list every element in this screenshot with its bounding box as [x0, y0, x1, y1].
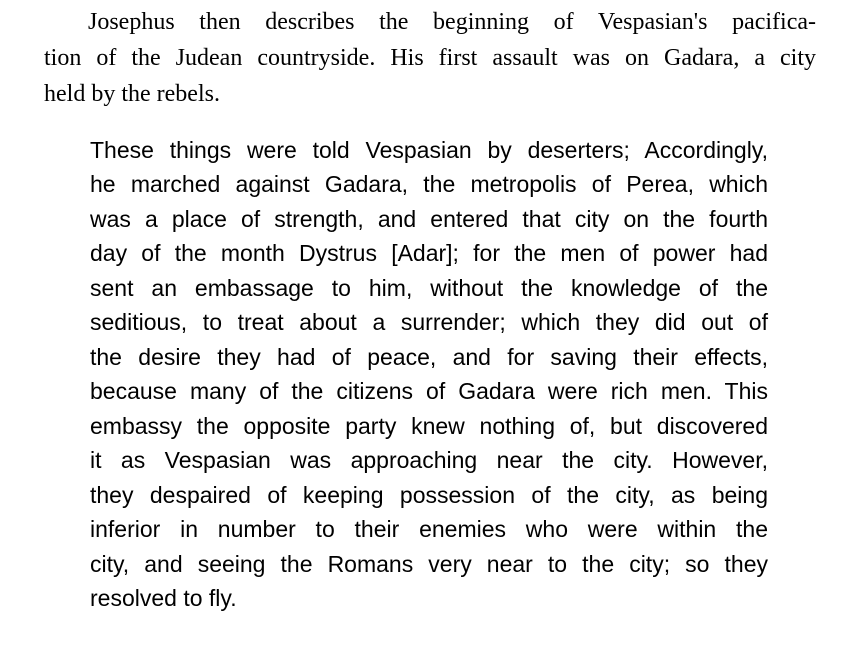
- quote-line: he marched against Gadara, the metropolis of Perea, which: [90, 171, 768, 197]
- quote-line: sent an embassage to him, without the knowledge of the: [90, 275, 768, 301]
- quote-line: they despaired of keeping possession of the city, as being: [90, 482, 768, 508]
- quote-line: resolved to fly.: [90, 585, 237, 611]
- quote-line: day of the month Dystrus [Adar]; for the men of power had: [90, 240, 768, 266]
- intro-line: tion of the Judean countryside. His first assault was on Gadara, a city: [44, 45, 816, 71]
- quote-line: embassy the opposite party knew nothing of, but discovered: [90, 413, 768, 439]
- quote-line: inferior in number to their enemies who were within the: [90, 516, 768, 542]
- intro-line: held by the rebels.: [44, 81, 220, 107]
- intro-line: Josephus then describes the beginning of Vespasian's pacifica-: [88, 9, 816, 35]
- quote-line: was a place of strength, and entered that city on the fourth: [90, 206, 768, 232]
- quote-line: These things were told Vespasian by deserters; Accordingly,: [90, 137, 768, 163]
- quote-line: seditious, to treat about a surrender; which they did out of: [90, 309, 768, 335]
- quote-line: city, and seeing the Romans very near to the city; so they: [90, 551, 768, 577]
- quote-line: because many of the citizens of Gadara were rich men. This: [90, 378, 768, 404]
- quote-line: it as Vespasian was approaching near the city. However,: [90, 447, 768, 473]
- quote-line: the desire they had of peace, and for saving their effects,: [90, 344, 768, 370]
